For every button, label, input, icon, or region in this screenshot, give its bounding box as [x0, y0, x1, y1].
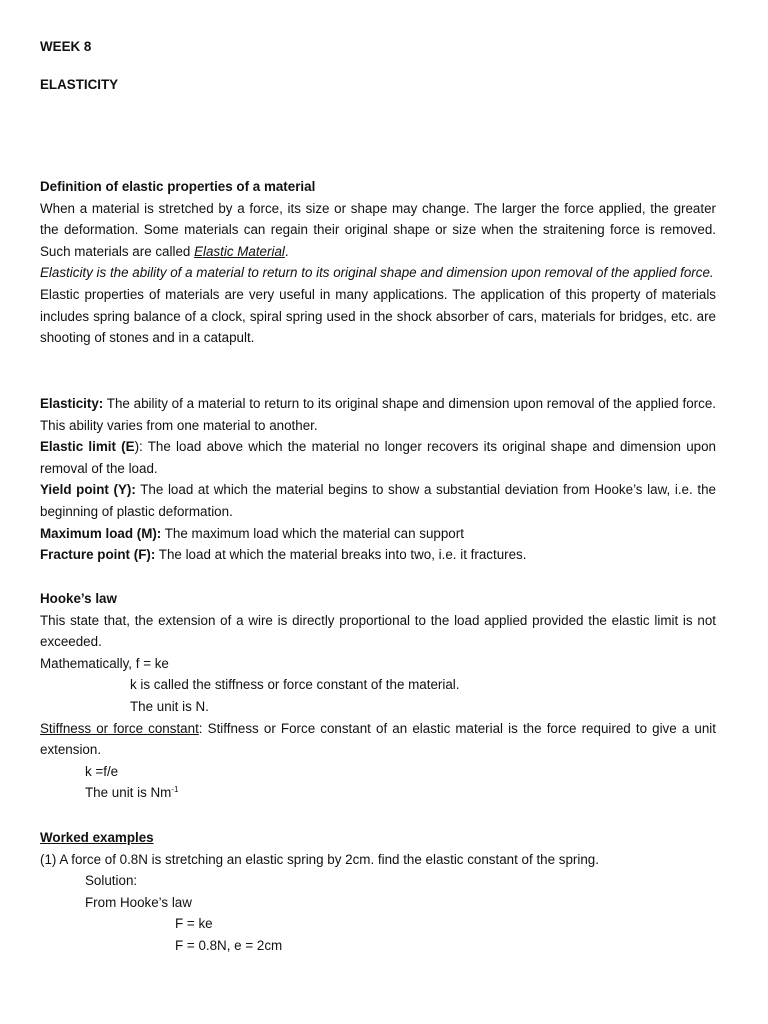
- equation-1: F = ke: [175, 916, 213, 932]
- term-elastic-limit: Elastic limit (E): The load above which the material no longer recovers its original shape and dimension upon removal of the load.: [40, 439, 716, 476]
- definition-heading: Definition of elastic properties of a material: [40, 179, 316, 194]
- stiffness-term: Stiffness or force constant: [40, 720, 199, 736]
- term-maximum-load: Maximum load (M): The maximum load which the material can support: [40, 525, 464, 541]
- hookes-law-statement: This state that, the extension of a wire is directly proportional to the load applied provided the elastic limit is not exceeded.: [40, 612, 716, 650]
- term-elasticity: Elasticity: The ability of a material to return to its original shape and dimension upon removal of the applied force. This ability varies from one material to another.: [40, 396, 716, 433]
- from-hookes-law: From Hooke’s law: [85, 894, 192, 910]
- elasticity-definition: Elasticity is the ability of a material to return to its original shape and dimension upon removal of the applied force.: [40, 265, 714, 281]
- unit-newton: The unit is N.: [130, 698, 209, 714]
- definition-section: [40, 176, 716, 349]
- stiffness-definition: Stiffness or force constant: Stiffness or Force constant of an elastic material is the force required to give a unit extension.: [40, 720, 716, 758]
- equation-2: F = 0.8N, e = 2cm: [175, 937, 283, 953]
- k-formula: k =f/e: [85, 763, 119, 779]
- applications-paragraph: Elastic properties of materials are very useful in many applications. The application of this property of materials includes spring balance of a clock, spiral spring used in the shock absorber of cars, materials for bridges, etc. are shooting of stones and in a catapult.: [40, 286, 716, 346]
- k-description: k is called the stiffness or force constant of the material.: [130, 677, 460, 693]
- math-statement: Mathematically, f = ke: [40, 655, 169, 671]
- term-fracture-point: Fracture point (F): The load at which the material breaks into two, i.e. it fractures.: [40, 547, 527, 563]
- elastic-material-term: Elastic Material: [194, 243, 285, 259]
- terms-list: [40, 393, 716, 566]
- unit-newton-per-metre: The unit is $Nm^{-1}$: [85, 785, 179, 801]
- hookes-law-heading: Hooke’s law: [40, 591, 117, 606]
- question-1: (1) A force of 0.8N is stretching an elastic spring by 2cm. find the elastic constant of the spring.: [40, 851, 599, 867]
- term-yield-point: Yield point (Y): The load at which the material begins to show a substantial deviation from Hooke’s law, i.e. the beginning of plastic deformation.: [40, 482, 716, 519]
- hookes-law-section: [40, 588, 716, 804]
- definition-paragraph: When a material is stretched by a force, its size or shape may change. The larger the force applied, the greater the deformation. Some materials can regain their original shape or size when the straitening force is removed. Such materials are called Elastic Material.: [40, 200, 716, 259]
- worked-examples-section: [40, 827, 716, 957]
- week-heading: WEEK 8: [40, 39, 92, 54]
- worked-examples-heading: Worked examples: [40, 830, 154, 845]
- solution-label: Solution:: [85, 873, 138, 889]
- topic-heading: ELASTICITY: [40, 77, 119, 92]
